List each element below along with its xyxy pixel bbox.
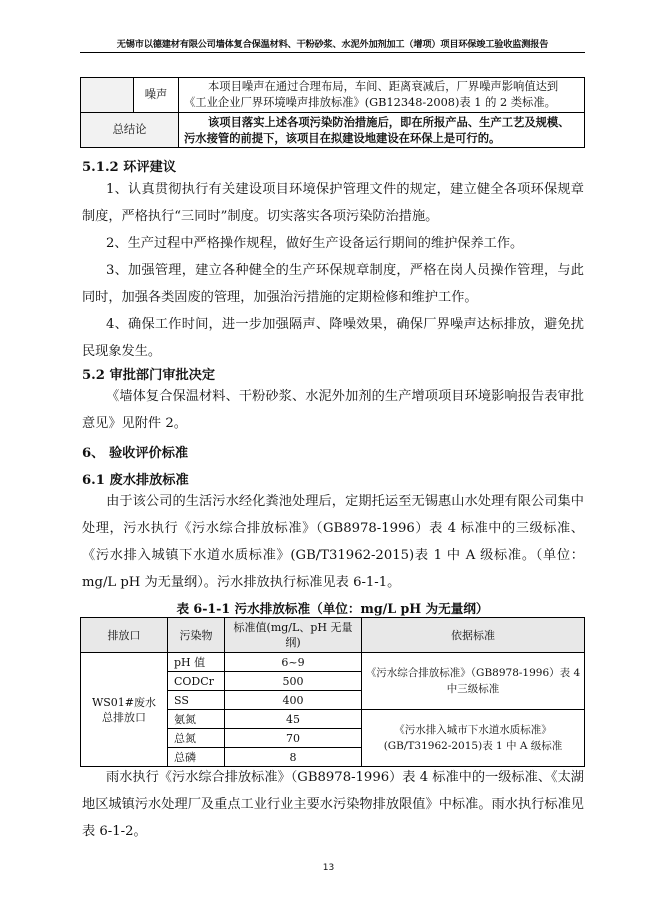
report-header: 无锡市以德建材有限公司墙体复合保温材料、干粉砂浆、水泥外加剂加工（增项）项目环保竣工验收监测报告 (116, 39, 549, 50)
col-header-basis: 依据标准 (362, 618, 585, 653)
value-cell: 6~9 (225, 653, 362, 672)
col-header-outlet: 排放口 (81, 618, 168, 653)
section-heading-6-1: 6.1 废水排放标准 (82, 473, 189, 488)
noise-label: 噪声 (134, 78, 179, 113)
header-rule (80, 52, 585, 53)
table-row (81, 653, 585, 672)
recommendation-2: 2、生产过程中严格操作规程，做好生产设备运行期间的维护保养工作。 (106, 236, 524, 251)
value-cell: 8 (225, 748, 362, 767)
rainwater-text: 雨水执行《污水综合排放标准》（GB8978-1996）表 4 标准中的一级标准、《太湖地区城镇污水处理厂及重点工业行业主要水污染物排放限值》中标准。雨水执行标准见表 6-1-2。 (82, 770, 584, 839)
wastewater-standard-table (80, 617, 585, 767)
section-heading-5-2: 5.2 审批部门审批决定 (82, 368, 216, 383)
value-cell: 70 (225, 729, 362, 748)
blank-cell (81, 78, 134, 113)
basis-cell: 《污水排入城市下水道水质标准》(GB/T31962-2015)表 1 中 A 级标准 (362, 710, 585, 767)
section-heading-5-1-2: 5.1.2 环评建议 (82, 160, 177, 175)
page-number: 13 (322, 863, 335, 873)
noise-row (81, 78, 585, 113)
value-cell: 45 (225, 710, 362, 729)
pollutant-cell: 氨氮 (168, 710, 225, 729)
table-header-row (81, 618, 585, 653)
wastewater-text: 由于该公司的生活污水经化粪池处理后，定期托运至无锡惠山水处理有限公司集中处理，污水执行《污水综合排放标准》（GB8978-1996）表 4 标准中的三级标准、《污水排入城镇下水道水质标准》(GB/T31962-2015)表 1 中 A 级标准。（单位：mg/L pH 为无量纲）。污水排放执行标准见表 6-1-1。 (82, 494, 584, 590)
approval-text: 《墙体复合保温材料、干粉砂浆、水泥外加剂的生产增项项目环境影响报告表审批意见》见附件 2。 (82, 389, 584, 431)
pollutant-cell: 总氮 (168, 729, 225, 748)
col-header-value: 标准值(mg/L、pH 无量纲) (225, 618, 362, 653)
value-cell: 400 (225, 691, 362, 710)
conclusion-text: 该项目落实上述各项污染防治措施后，即在所报产品、生产工艺及规模、污水接管的前提下，该项目在拟建设地建设在环保上是可行的。 (179, 113, 585, 148)
recommendation-1: 1、认真贯彻执行有关建设项目环境保护管理文件的规定，建立健全各项环保规章制度，严格执行“三同时”制度。切实落实各项污染防治措施。 (82, 182, 584, 224)
pollutant-cell: 总磷 (168, 748, 225, 767)
summary-table (80, 77, 585, 148)
conclusion-row (81, 113, 585, 148)
value-cell: 500 (225, 672, 362, 691)
recommendation-4: 4、确保工作时间，进一步加强隔声、降噪效果，确保厂界噪声达标排放，避免扰民现象发生。 (82, 317, 584, 359)
conclusion-label: 总结论 (81, 113, 179, 148)
section-heading-6: 6、 验收评价标准 (82, 446, 189, 461)
recommendation-3: 3、加强管理，建立各种健全的生产环保规章制度，严格在岗人员操作管理，与此同时，加强各类固废的管理，加强治污措施的定期检修和维护工作。 (82, 263, 584, 305)
noise-text: 本项目噪声在通过合理布局，车间、距离衰减后，厂界噪声影响值达到《工业企业厂界环境噪声排放标准》(GB12348-2008)表 1 的 2 类标准。 (179, 78, 585, 113)
pollutant-cell: CODCr (168, 672, 225, 691)
col-header-pollutant: 污染物 (168, 618, 225, 653)
basis-cell: 《污水综合排放标准》（GB8978-1996）表 4 中三级标准 (362, 653, 585, 710)
table-caption: 表 6-1-1 污水排放标准（单位：mg/L pH 为无量纲） (176, 601, 489, 616)
pollutant-cell: SS (168, 691, 225, 710)
pollutant-cell: pH 值 (168, 653, 225, 672)
outlet-cell: WS01#废水总排放口 (81, 653, 168, 767)
